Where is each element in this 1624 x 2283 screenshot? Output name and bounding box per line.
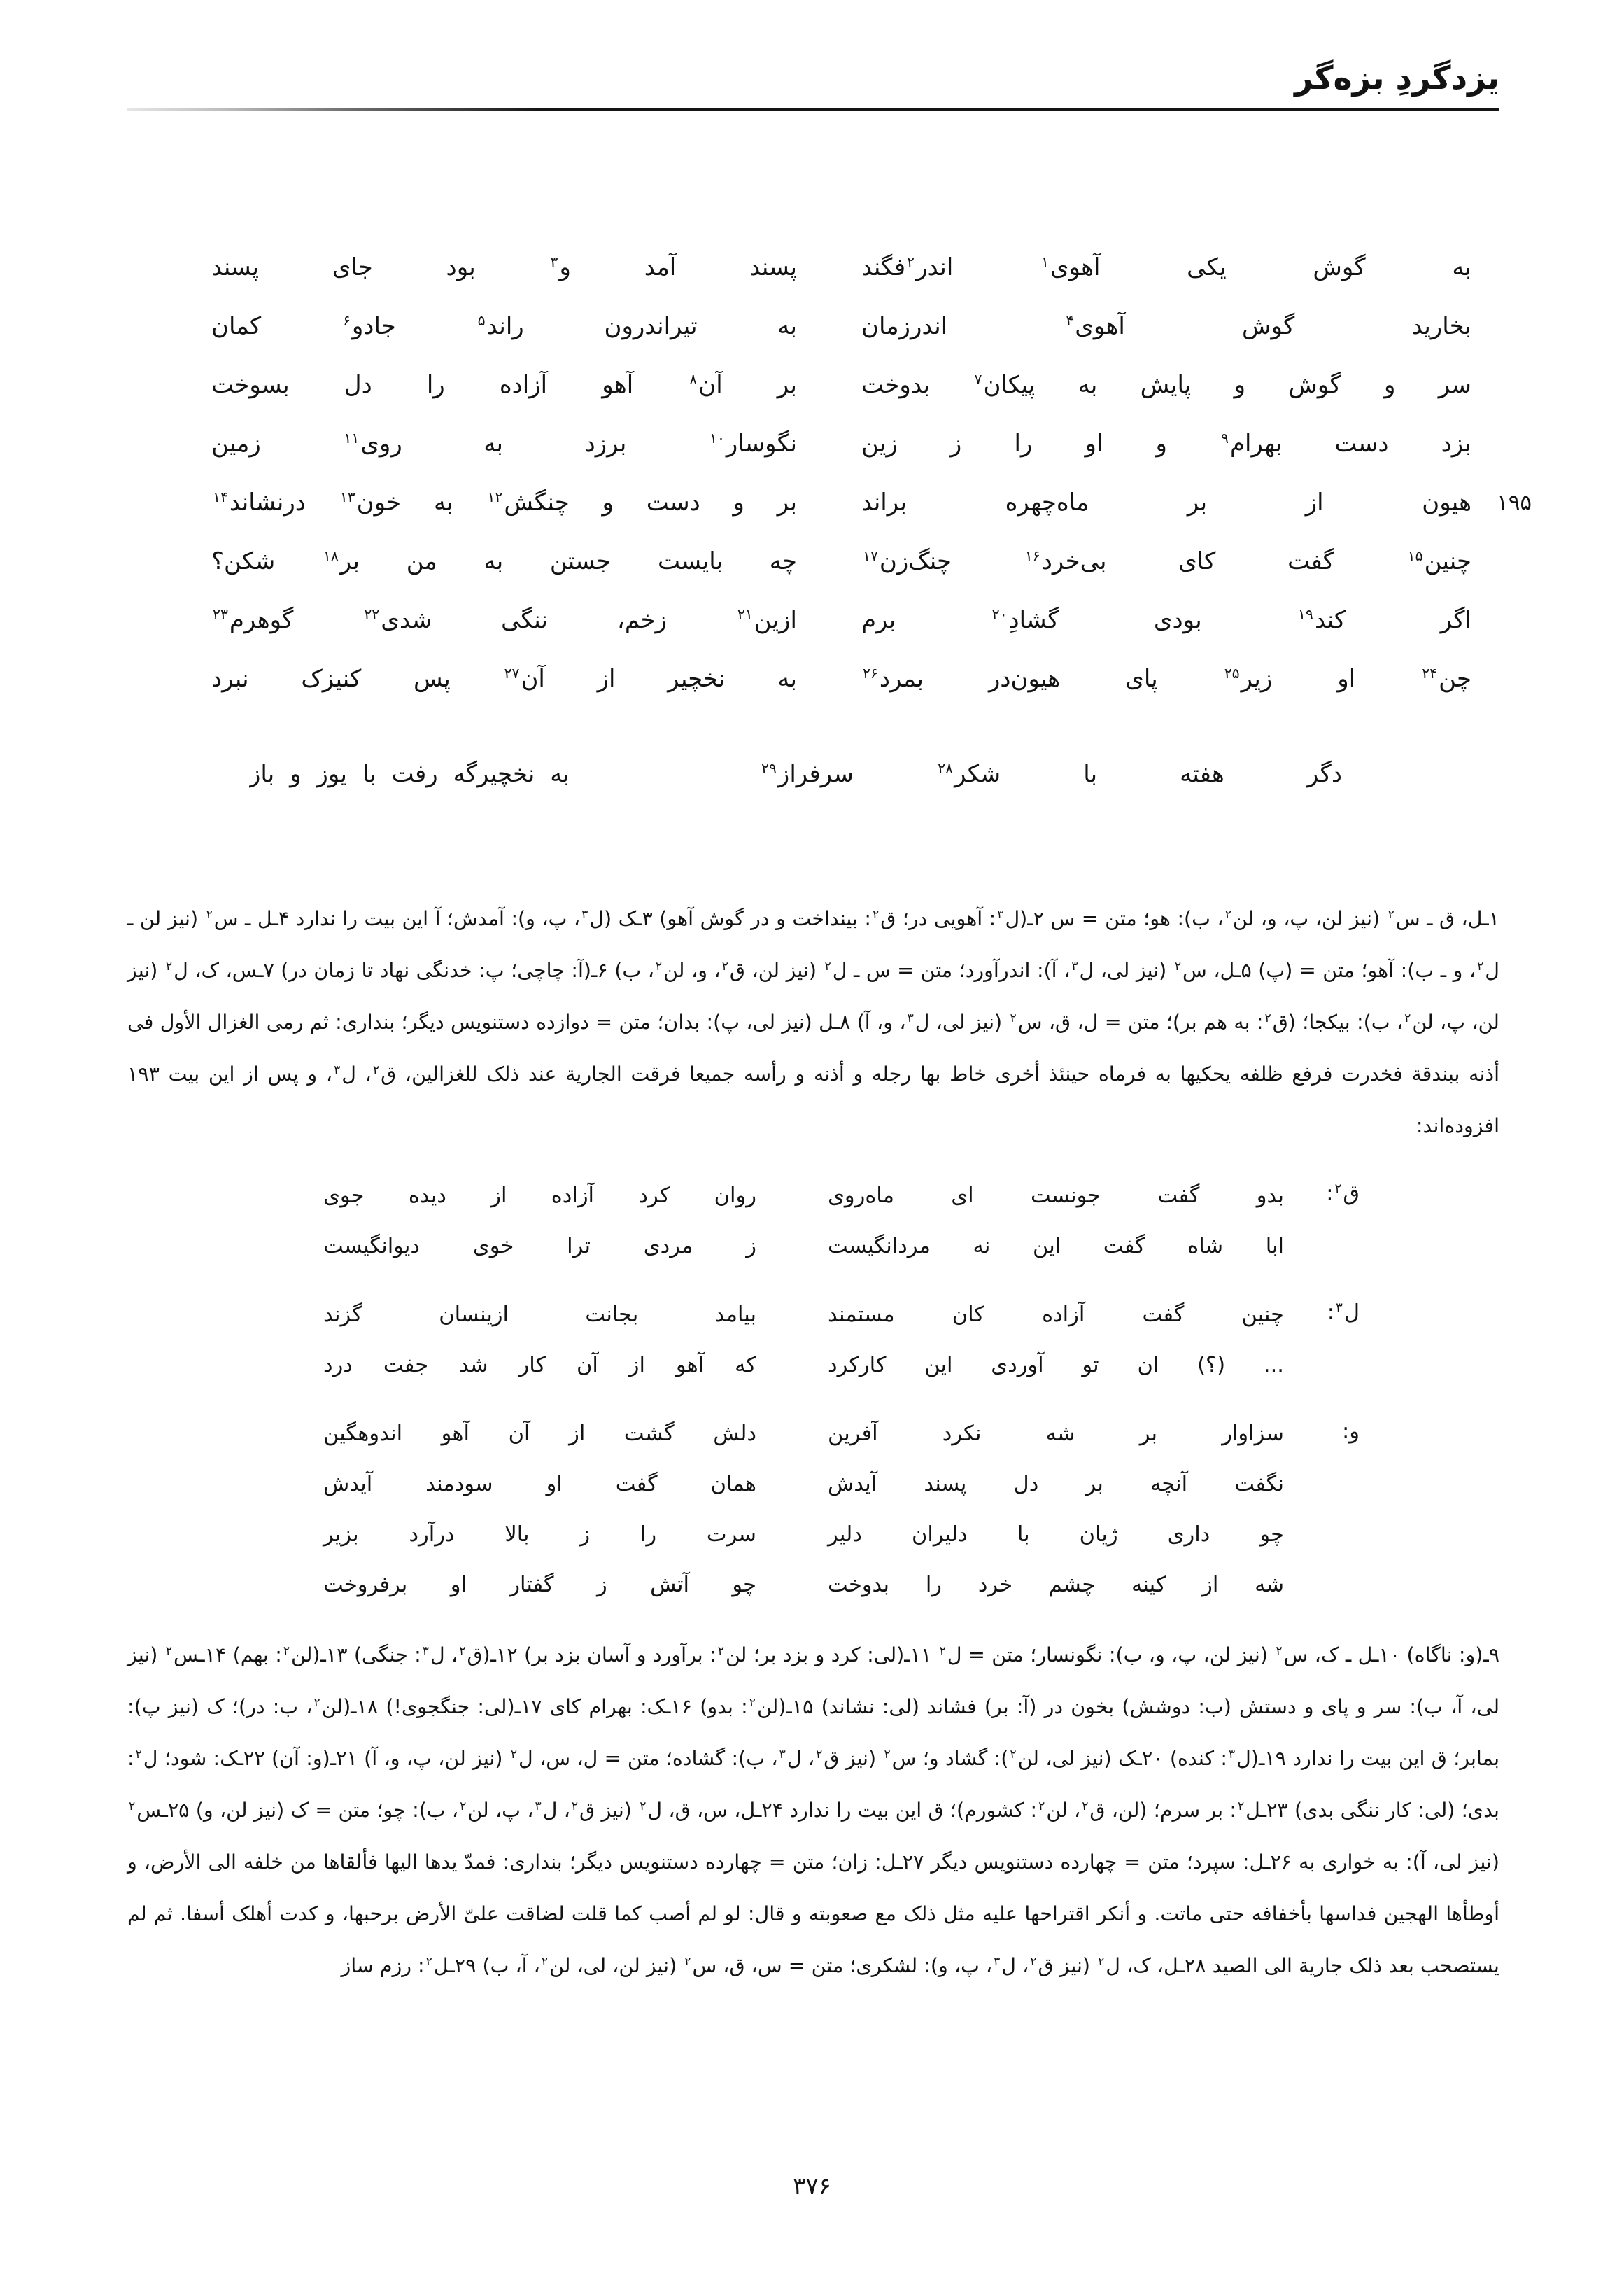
apparatus-superscript: ۲: [1098, 1954, 1105, 1969]
apparatus-superscript: ۲: [1082, 1799, 1089, 1813]
apparatus-superscript: ۲: [717, 1643, 724, 1658]
hemistich-left: پسند آمد و$^۳$ بود جای پسند: [211, 253, 797, 281]
apparatus-superscript: ۲: [1224, 907, 1231, 922]
apparatus-superscript: ۲۸: [938, 760, 954, 777]
apparatus-superscript: ۲: [749, 1695, 756, 1710]
verse-couplet: [127, 532, 1499, 591]
apparatus-superscript: ۱۴: [213, 489, 228, 505]
apparatus-superscript: ۲: [816, 1747, 823, 1762]
apparatus-superscript: ۴: [1066, 312, 1074, 329]
apparatus-superscript: ۲: [1388, 907, 1394, 922]
apparatus-superscript: ۲: [372, 1062, 380, 1077]
hemistich-left: چه بایست جستن به من بر$^{۱۸}$ شکن؟: [211, 547, 797, 575]
verse-couplet: [127, 238, 1499, 297]
quote-hemistich-left: روان کرد آزاده از دیده جوی: [323, 1183, 756, 1208]
quote-hemistich-left: ز مردی ترا خوی دیوانگیست: [323, 1233, 756, 1258]
apparatus-superscript: ۲۶: [863, 665, 878, 682]
manuscript-siglum: ق$^۲$:: [1326, 1181, 1360, 1206]
hemistich-left: به نخچیرگه رفت با یوز و باز: [249, 760, 570, 788]
apparatus-superscript: ۲: [129, 1799, 136, 1813]
page-number: ۳۷۶: [793, 2172, 831, 2200]
apparatus-paragraph-1: ۱ـل، ق ـ س$^۲$ (نیز لن، پ، و، لن$^۲$، ب): هو؛ متن = س ۲ـ(ل$^۳$: آهویی در؛ ق$^۲$: بینداخت و در گوش آهو) ۳ـک (ل$^۳$، پ، و): آمدش؛ آ این بیت را ندارد ۴ـل ـ س$^۲$ (نیز لن ـ ل$^۲$، و ـ ب): آهو؛ متن = (پ) ۵ـل، س$^۲$ (نیز لی، ل$^۳$، آ): اندرآورد؛ متن = س ـ ل$^۲$ (نیز لن، ق$^۲$، و، لن$^۲$، ب) ۶ـ(آ: چاچی؛ پ: خدنگی نهاد تا زمان در) ۷ـس، ک، ل$^۲$ (نیز لن، پ، لن$^۲$، ب): بیکجا؛ (ق$^۲$: به هم بر)؛ متن = ل، ق، س$^۲$ (نیز لی، ل$^۳$، و، آ) ۸ـل (نیز لی، پ): بدان؛ متن = دوازده دستنویس دیگر؛ بنداری: ثم رمی الغزال الأول فی أذنه ببندقة فخدرت فرفع ظلفه یحکیها به فرماه حینئذ أخری خاط بها رجله و أذنه و رأسه جمیعا فرقت الجاریة عند ذلک للغزالین، ق$^۲$، ل$^۳$، و پس از این بیت ۱۹۳ افزوده‌اند:: [127, 907, 1500, 1137]
quote-couplet: [271, 1459, 1284, 1509]
quote-couplet: [271, 1340, 1284, 1390]
apparatus-superscript: ۲: [459, 1643, 466, 1658]
apparatus-superscript: ۲: [684, 1954, 691, 1969]
quote-hemistich-right: ... (؟) ان تو آوردی این کارکرد: [828, 1352, 1284, 1377]
apparatus-superscript: ۱۵: [1407, 547, 1423, 564]
apparatus-superscript: ۹: [1221, 430, 1229, 447]
apparatus-superscript: ۱۷: [863, 547, 878, 564]
quote-hemistich-right: سزاوار بر شه نکرد آفرین: [828, 1421, 1284, 1446]
hemistich-right: هیون از بر ماه‌چهره براند: [861, 489, 1471, 517]
quote-couplet: [271, 1221, 1284, 1271]
quote-hemistich-right: شه از کینه چشم خرد را بدوخت: [828, 1572, 1284, 1597]
quote-couplet: [271, 1170, 1284, 1221]
quote-hemistich-left: چو آتش ز گفتار او برفروخت: [323, 1572, 756, 1597]
apparatus-superscript: ۲: [1334, 1181, 1342, 1196]
hemistich-right: اگر کند$^{۱۹}$ بودی گشادِ$^{۲۰}$ برم: [861, 606, 1471, 634]
quote-couplet: [271, 1408, 1284, 1459]
apparatus-superscript: ۳: [334, 1062, 341, 1077]
hemistich-left: به تیراندرون راند$^۵$ جادو$^۶$ کمان: [211, 312, 797, 340]
manuscript-siglum: و:: [1341, 1419, 1360, 1444]
apparatus-superscript: ۳: [422, 1643, 429, 1658]
hemistich-left: بر آن$^۸$ آهو آزاده را دل بسوخت: [211, 371, 797, 399]
page-header: [127, 0, 1499, 111]
hemistich-right: سر و گوش و پایش به پیکان$^۷$ بدوخت: [861, 371, 1471, 399]
apparatus-superscript: ۲۵: [1224, 665, 1240, 682]
apparatus-superscript: ۱۸: [323, 547, 339, 564]
quote-hemistich-right: چو داری ژیان با دلیران دلیر: [828, 1522, 1284, 1547]
quote-hemistich-left: سرت را ز بالا درآرد بزیر: [323, 1522, 756, 1547]
apparatus-superscript: ۲۲: [364, 606, 380, 623]
header-rule: [127, 108, 1499, 111]
apparatus-superscript: ۳: [1228, 1747, 1236, 1762]
apparatus-superscript: ۲: [1030, 1954, 1037, 1969]
apparatus-superscript: ۱۶: [1024, 547, 1040, 564]
quote-hemistich-left: بیامد بجانت ازینسان گزند: [323, 1302, 756, 1327]
apparatus-superscript: ۲: [907, 253, 915, 270]
hemistich-left: بر و دست و چنگش$^{۱۲}$ به خون$^{۱۳}$ درنشاند$^{۱۴}$: [213, 489, 797, 517]
apparatus-superscript: ۱۲: [487, 489, 503, 505]
apparatus-superscript: ۲: [541, 1954, 549, 1969]
quote-hemistich-right: ابا شاه گفت این نه مردانگیست: [828, 1233, 1284, 1258]
apparatus-superscript: ۱۰: [709, 430, 725, 447]
hemistich-right: چنین$^{۱۵}$ گفت کای بی‌خرد$^{۱۶}$ چنگ‌زن$^{۱۷}$: [863, 547, 1471, 575]
quote-hemistich-left: که آهو از آن کار شد جفت درد: [323, 1352, 756, 1377]
apparatus-superscript: ۱۳: [339, 489, 355, 505]
apparatus-superscript: ۳: [535, 1799, 542, 1813]
page-content: [127, 0, 1532, 1992]
apparatus-superscript: ۲: [1477, 959, 1484, 974]
verse-couplet: [127, 473, 1532, 532]
verse-couplet: [127, 591, 1499, 649]
apparatus-superscript: ۲: [165, 959, 173, 974]
apparatus-superscript: ۱۹: [1298, 606, 1313, 623]
hemistich-right: چن$^{۲۴}$ او زیر$^{۲۵}$ پای هیون‌در بمرد$^{۲۶}$: [863, 665, 1471, 693]
hemistich-left: به نخچیر از آن$^{۲۷}$ پس کنیزک نبرد: [211, 665, 797, 693]
verse-couplet: [127, 414, 1499, 473]
apparatus-superscript: ۲۰: [991, 606, 1008, 623]
verse-number: ۱۹۵: [1497, 490, 1532, 515]
quote-rows: [271, 1408, 1284, 1610]
quote-couplet: [271, 1559, 1284, 1610]
apparatus-superscript: ۲: [1276, 1643, 1283, 1658]
quote-couplet: [271, 1289, 1284, 1340]
apparatus-superscript: ۲: [571, 1799, 579, 1813]
apparatus-superscript: ۲: [640, 1799, 647, 1813]
apparatus-superscript: ۲: [1404, 1011, 1411, 1025]
apparatus-superscript: ۷: [974, 371, 982, 388]
apparatus-superscript: ۲: [655, 959, 663, 974]
apparatus-superscript: ۲: [1237, 1799, 1245, 1813]
apparatus-superscript: ۲: [135, 1747, 142, 1762]
hemistich-left: ازین$^{۲۱}$ زخم، ننگی شدی$^{۲۲}$ گوهرم$^{۲۳}$: [213, 606, 797, 634]
verse-couplet: [127, 649, 1499, 708]
apparatus-superscript: ۳: [997, 907, 1004, 922]
quote-hemistich-left: همان گفت او سودمند آیدش: [323, 1471, 756, 1496]
poem: [127, 238, 1532, 803]
quote-hemistich-right: بدو گفت جونست ای ماه‌روی: [828, 1183, 1284, 1208]
apparatus-superscript: ۲: [425, 1954, 432, 1969]
hemistich-right: بخارید گوش آهوی$^۴$ اندرزمان: [861, 312, 1471, 340]
apparatus-superscript: ۲: [510, 1747, 518, 1762]
verse-couplet: [127, 356, 1499, 414]
quote-rows: [271, 1289, 1284, 1390]
quote-rows: [271, 1170, 1284, 1271]
quote-hemistich-left: دلش گشت از آن آهو اندوهگین: [323, 1421, 756, 1446]
apparatus-superscript: ۳: [581, 907, 588, 922]
apparatus-superscript: ۲: [313, 1695, 320, 1710]
hemistich-right: به گوش یکی آهوی$^۱$ اندر$^۲$فگند: [861, 253, 1471, 281]
apparatus-superscript: ۳: [1071, 959, 1078, 974]
apparatus-superscript: ۲۳: [213, 606, 228, 623]
apparatus-superscript: ۲۱: [737, 606, 753, 623]
apparatus-superscript: ۲۷: [504, 665, 520, 682]
apparatus-superscript: ۵: [477, 312, 486, 329]
hemistich-left: نگوسار$^{۱۰}$ برزد به روی$^{۱۱}$ زمین: [211, 430, 797, 458]
apparatus-superscript: ۳: [1336, 1300, 1343, 1315]
apparatus-superscript: ۱: [1040, 253, 1049, 270]
apparatus-paragraph-2: ۹ـ(و: ناگاه) ۱۰ـل ـ ک، س$^۲$ (نیز لن، پ، و، ب): نگونسار؛ متن = ل$^۲$ ۱۱ـ(لی: کرد و بزد بر؛ لن$^۲$: برآورد و آسان بزد بر) ۱۲ـ(ق$^۲$، ل$^۳$: جنگی) ۱۳ـ(لن$^۲$: بهم) ۱۴ـس$^۲$ (نیز لی، آ، ب): سر و پای و دستش (ب: دوشش) بخون در (آ: بر) فشاند (لی: نشاند) ۱۵ـ(لن$^۲$: بدو) ۱۶ـک: بهرام کای ۱۷ـ(لی: جنگجوی!) ۱۸ـ(لن$^۲$، ب: در)؛ ک (نیز پ): بمابر؛ ق این بیت را ندارد ۱۹ـ(ل$^۳$: کنده) ۲۰ـک (نیز لی، لن$^۲$): گشاد و؛ س$^۲$ (نیز ق$^۲$، ل$^۳$، ب): گشاده؛ متن = ل، س، ل$^۲$ (نیز لن، پ، و، آ) ۲۱ـ(و: آن) ۲۲ـک: شود؛ ل$^۲$: بدی؛ (لی: کار ننگی بدی) ۲۳ـل$^۲$: بر سرم؛ (لن، ق$^۲$، لن$^۲$: کشورم)؛ ق این بیت را ندارد ۲۴ـل، س، ق، ل$^۲$ (نیز ق$^۲$، ل$^۳$، پ، لن$^۲$، ب): چو؛ متن = ک (نیز لن، و) ۲۵ـس$^۲$ (نیز لی، آ): به خواری به ۲۶ـل: سپرد؛ متن = چهارده دستنویس دیگر ۲۷ـل: زان؛ متن = چهارده دستنویس دیگر؛ بنداری: فمدّ یدها الیها فألقاها من خلفه الی الأرض، و أوطأها الهجین فداسها بأخفافه حتی ماتت. و أنکر اقتراحها علیه مثل ذلک مع صعوبته و قال: لو لم أصب کما قلت لضاقت علیّ الأرض برحبها، و کدت أهلک أسفا. ثم لم یستصحب بعد ذلک جاریة الی الصید ۲۸ـل، ک، ل$^۲$ (نیز ق$^۲$، ل$^۳$، پ، و): لشکری؛ متن = س، ق، س$^۲$ (نیز لن، لی، لن$^۲$، آ، ب) ۲۹ـل$^۲$: رزم ساز: [127, 1643, 1500, 1977]
quote-group: [271, 1408, 1360, 1610]
apparatus-superscript: ۲: [1010, 1747, 1017, 1762]
apparatus-superscript: ۳: [550, 253, 558, 270]
apparatus-superscript: ۳: [907, 1011, 914, 1025]
manuscript-siglum: ل$^۳$:: [1327, 1300, 1360, 1325]
apparatus-superscript: ۲: [824, 959, 831, 974]
apparatus-superscript: ۲: [1010, 1011, 1017, 1025]
variant-quotes: [271, 1170, 1360, 1610]
apparatus-superscript: ۲: [206, 907, 213, 922]
apparatus-superscript: ۱۱: [344, 430, 360, 447]
apparatus-superscript: ۲: [460, 1799, 467, 1813]
apparatus-superscript: ۲: [165, 1643, 172, 1658]
apparatus-superscript: ۳: [994, 1954, 1001, 1969]
apparatus-superscript: ۲: [1264, 1011, 1271, 1025]
apparatus-superscript: ۲۹: [761, 760, 777, 777]
quote-group: [271, 1170, 1360, 1271]
page-title: یزدگردِ بزه‌گر: [1294, 59, 1499, 97]
hemistich-right: بزد دست بهرام$^۹$ و او را ز زین: [861, 430, 1471, 458]
quote-couplet: [271, 1509, 1284, 1559]
apparatus-superscript: ۳: [779, 1747, 786, 1762]
quote-group: [271, 1289, 1360, 1390]
apparatus-superscript: ۲: [721, 959, 728, 974]
apparatus-superscript: ۲: [939, 1643, 946, 1658]
apparatus-superscript: ۲: [884, 1747, 891, 1762]
apparatus-superscript: ۲: [1038, 1799, 1045, 1813]
critical-apparatus: [127, 893, 1499, 1992]
apparatus-superscript: ۸: [689, 371, 698, 388]
apparatus-superscript: ۲: [1174, 959, 1181, 974]
apparatus-superscript: ۶: [342, 312, 351, 329]
verse-couplet: [127, 297, 1499, 356]
quote-hemistich-right: چنین گفت آزاده کان مستمند: [828, 1302, 1284, 1327]
apparatus-superscript: ۲۴: [1422, 665, 1438, 682]
apparatus-superscript: ۲: [283, 1643, 290, 1658]
apparatus-superscript: ۲: [873, 907, 880, 922]
quote-hemistich-right: نگفت آنچه بر دل پسند آیدش: [828, 1471, 1284, 1496]
hemistich-right: دگر هفته با شکر$^{۲۸}$ سرفراز$^{۲۹}$: [761, 760, 1342, 788]
verse-couplet: [127, 745, 1499, 803]
